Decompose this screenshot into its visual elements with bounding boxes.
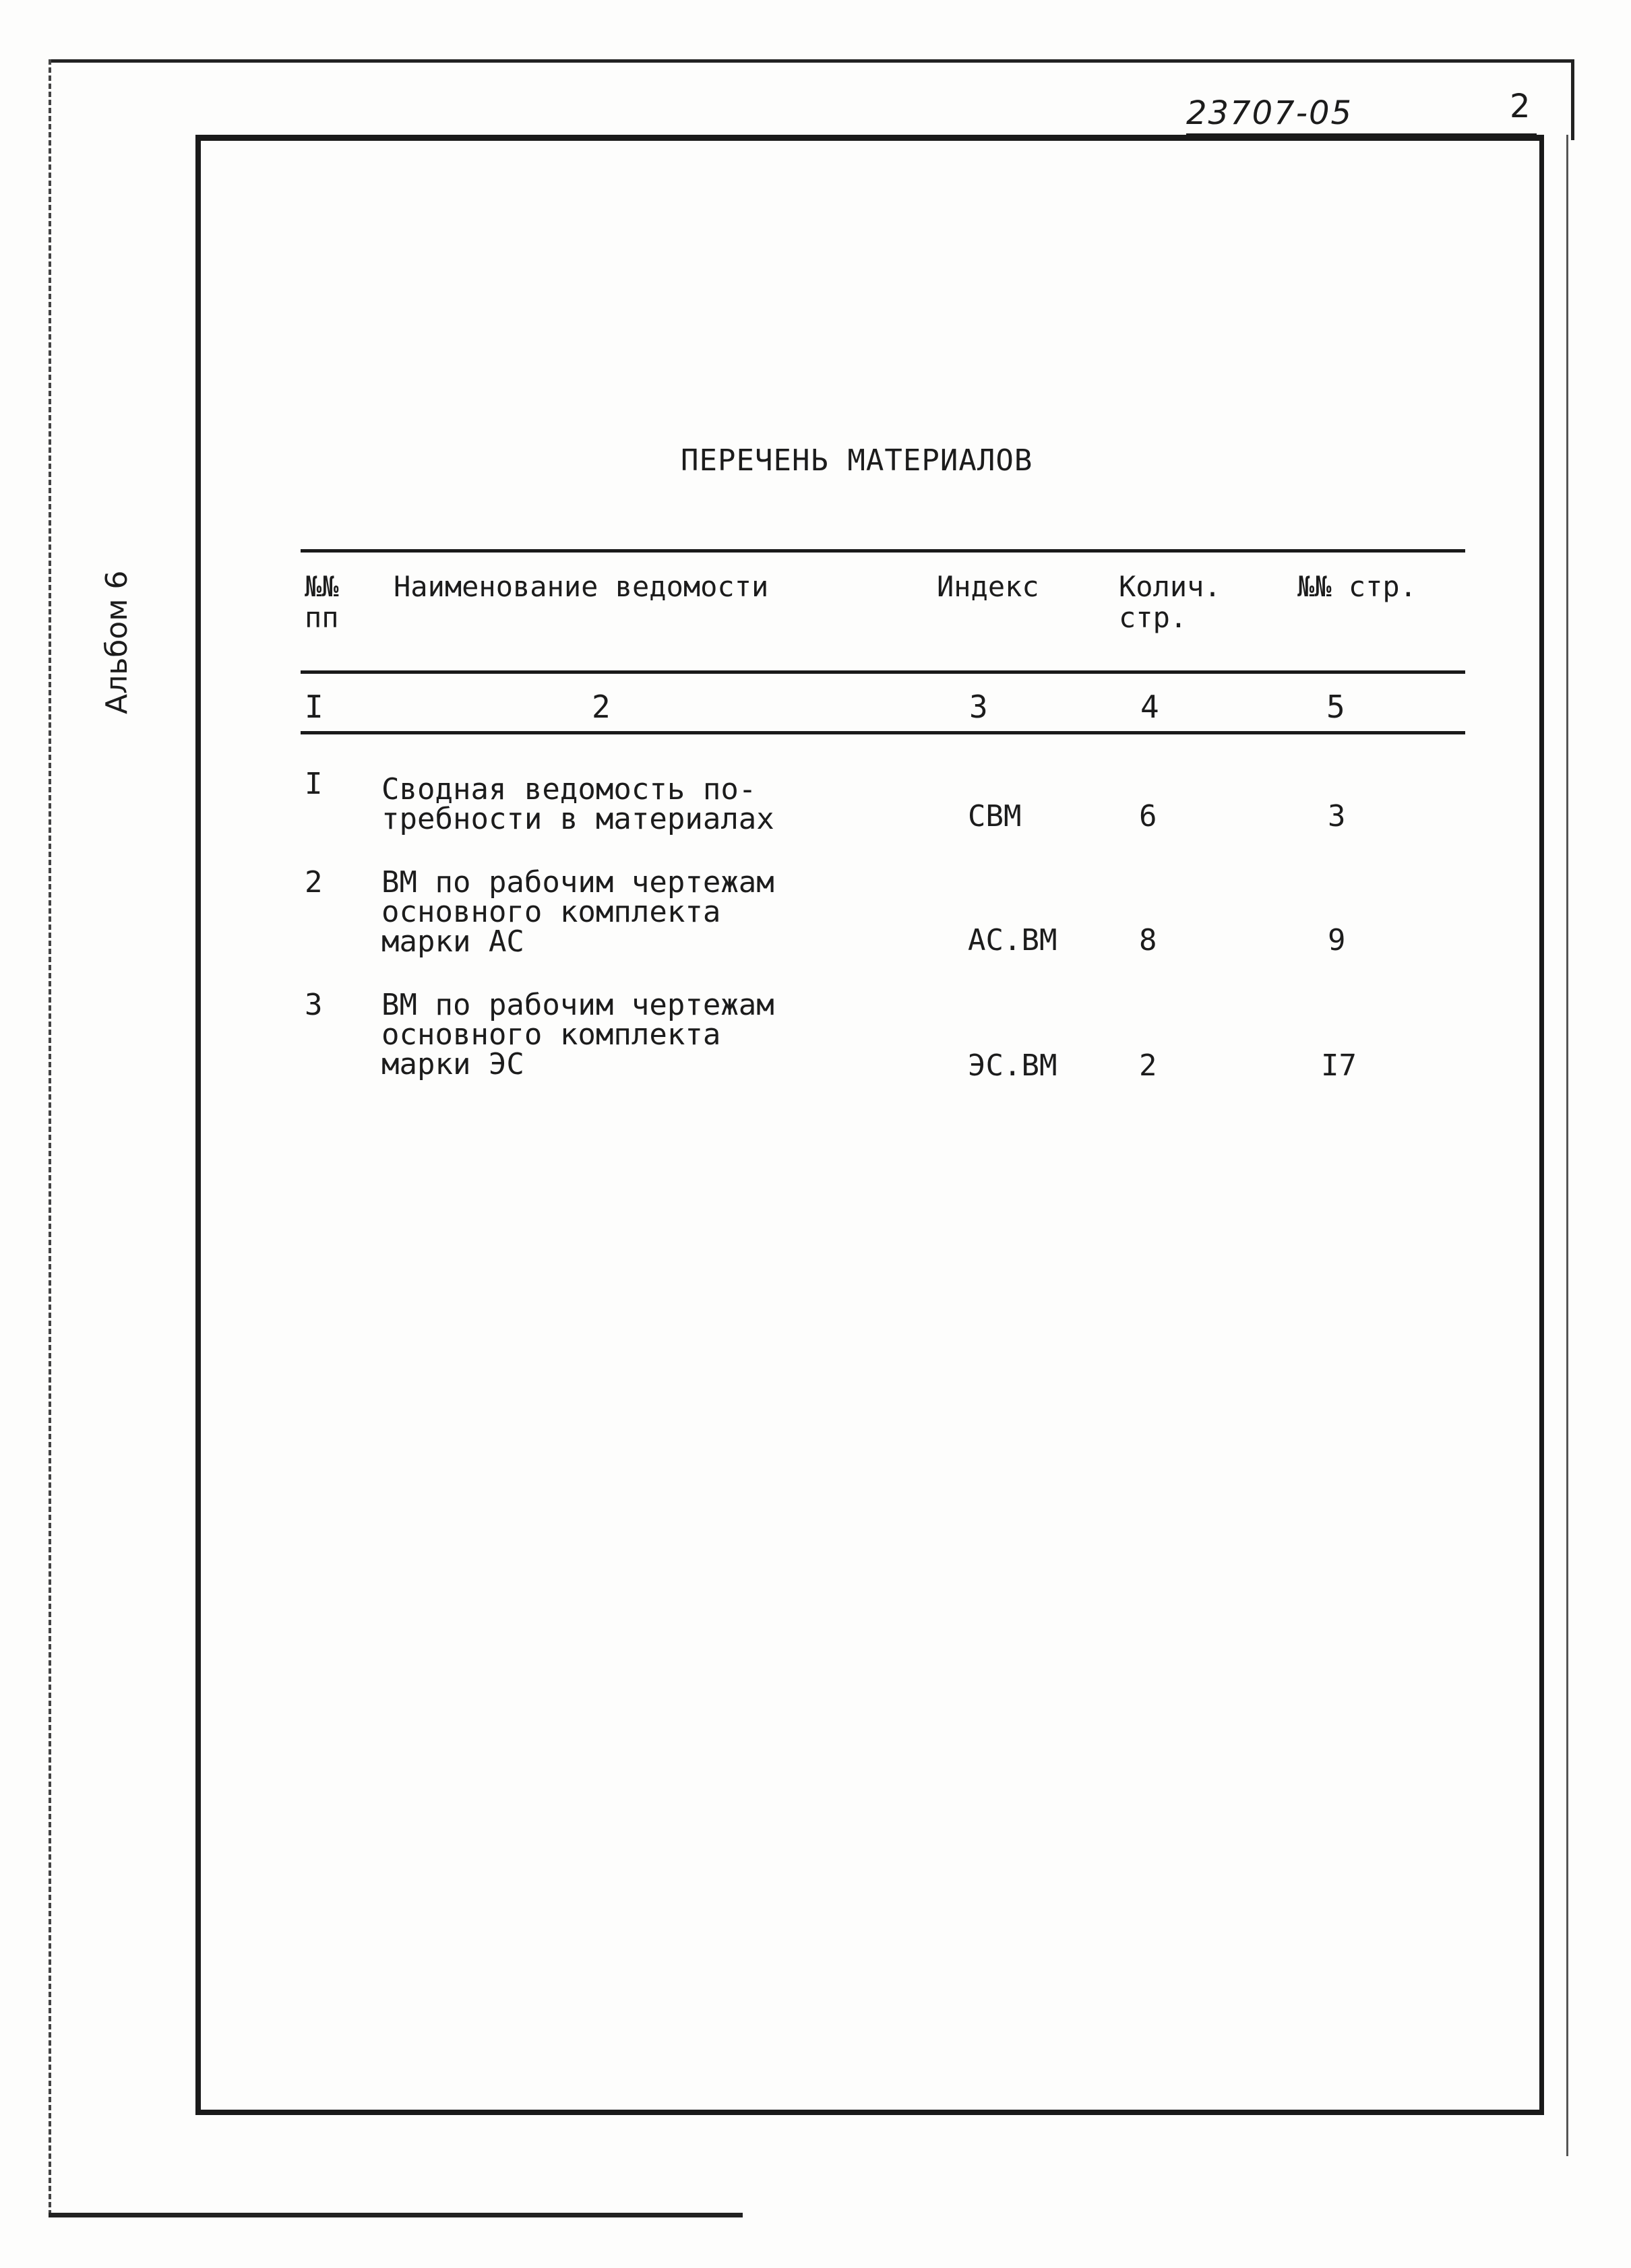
sheet-number: 2 — [1510, 88, 1531, 125]
album-label: Альбом 6 — [100, 570, 134, 714]
row-2-pages: 8 — [1139, 923, 1157, 957]
outer-frame-right — [1571, 59, 1574, 140]
table-numbers-rule — [301, 731, 1465, 734]
row-3-pages: 2 — [1139, 1048, 1157, 1083]
col-header-pages: Колич. стр. — [1119, 570, 1221, 634]
outer-frame-right-tail — [1566, 135, 1568, 2156]
row-3-name-line-3: марки ЭС — [381, 1047, 524, 1081]
row-3-name-line-2: основного комплекта — [381, 1017, 721, 1052]
col-header-number: №№ пп — [305, 570, 339, 634]
row-2-name-line-2: основного комплекта — [381, 895, 721, 929]
row-1-name-line-2: требности в материалах — [381, 802, 774, 836]
row-1-page-no: 3 — [1328, 799, 1346, 833]
col-header-name: Наименование ведомости — [394, 570, 769, 603]
row-2-page-no: 9 — [1328, 923, 1346, 957]
outer-frame-top — [49, 59, 1574, 63]
col-header-index: Индекс — [937, 570, 1039, 603]
row-2-number: 2 — [305, 865, 323, 900]
row-2-name-line-1: ВМ по рабочим чертежам — [381, 865, 774, 900]
col-number-2: 2 — [592, 689, 611, 725]
col-number-5: 5 — [1326, 689, 1345, 725]
outer-frame-left — [49, 59, 51, 2215]
outer-frame-bottom — [49, 2213, 743, 2217]
row-3-number: 3 — [305, 988, 323, 1022]
row-3-page-no: I7 — [1321, 1048, 1357, 1083]
col-header-page-no: №№ стр. — [1297, 570, 1417, 603]
col-number-1: I — [305, 689, 324, 725]
table-top-rule — [301, 549, 1465, 553]
row-1-number: I — [305, 767, 323, 801]
document-number: 23707-05 — [1186, 94, 1353, 132]
col-number-4: 4 — [1140, 689, 1159, 725]
inner-frame — [195, 135, 1544, 2115]
row-3-name-line-1: ВМ по рабочим чертежам — [381, 988, 774, 1022]
row-2-index: АС.ВМ — [968, 923, 1057, 957]
row-1-name-line-1: Сводная ведомость по- — [381, 772, 757, 807]
row-1-pages: 6 — [1139, 799, 1157, 833]
row-2-name-line-3: марки АС — [381, 924, 524, 959]
page-title: ПЕРЕЧЕНЬ МАТЕРИАЛОВ — [681, 443, 1033, 478]
table-header-rule — [301, 670, 1465, 674]
document-number-underline — [1186, 133, 1537, 135]
row-1-index: СВМ — [968, 799, 1022, 833]
row-3-index: ЭС.ВМ — [968, 1048, 1057, 1083]
col-number-3: 3 — [969, 689, 988, 725]
